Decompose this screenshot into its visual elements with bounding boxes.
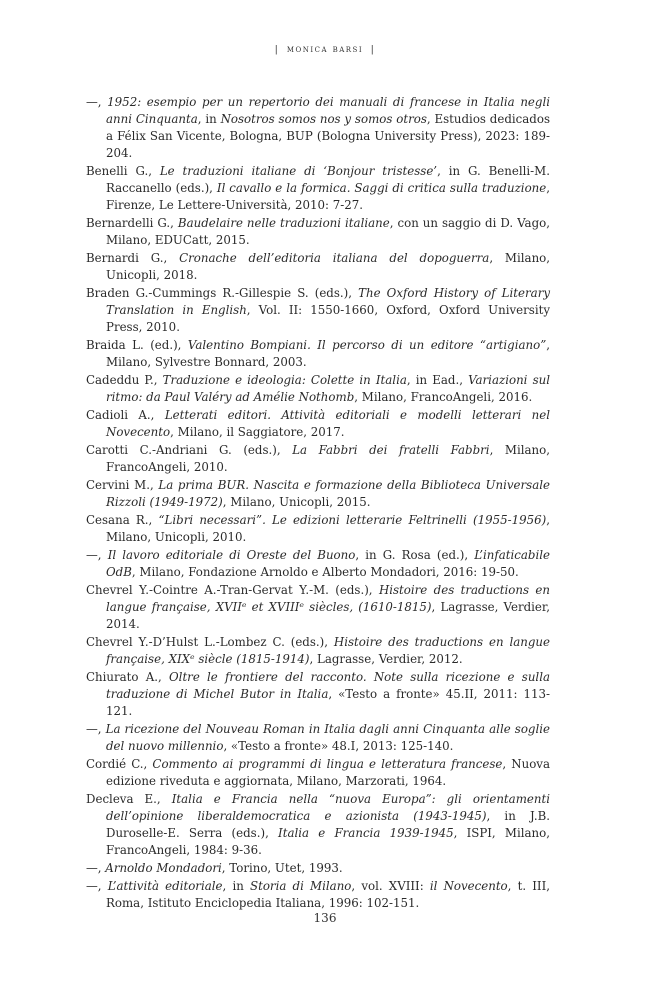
entry-title-italic: Cronache dell’editoria italiana del dopoguerra <box>179 251 490 265</box>
entry-text: Cordié C., <box>86 757 153 771</box>
entry-text: , t. III, Roma, Istituto Enciclopedia Italiana, 1996: 102-151. <box>106 879 550 910</box>
entry-text: , ISPI, Milano, FrancoAngeli, 1984: 9-36. <box>106 826 550 857</box>
bibliography-entry <box>86 669 550 720</box>
entry-text: , in <box>222 879 250 893</box>
bibliography-list <box>86 94 550 913</box>
entry-text: , Lagrasse, Verdier, 2012. <box>309 652 463 666</box>
entry-title-italic: il Novecento <box>429 879 508 893</box>
bibliography-entry <box>86 372 550 406</box>
entry-text: , Torino, Utet, 1993. <box>221 861 343 875</box>
entry-text: —, <box>86 548 108 562</box>
entry-text: , Milano, Unicopli, 2018. <box>106 251 551 282</box>
entry-title-italic: Le traduzioni italiane di ‘Bonjour tristesse’ <box>159 164 438 178</box>
entry-title-italic: L’attività editoriale <box>107 879 223 893</box>
entry-text: , Milano, Fondazione Arnoldo e Alberto Mondadori, 2016: 19-50. <box>131 565 519 579</box>
entry-text: , Milano, il Saggiatore, 2017. <box>170 425 345 439</box>
bibliography-entry <box>86 442 550 476</box>
entry-title-italic: Commento ai programmi di lingua e letteratura francese <box>152 757 503 771</box>
bibliography-entry <box>86 756 550 790</box>
entry-text: , Milano, FrancoAngeli, 2010. <box>106 443 550 474</box>
entry-text: Cesana R., <box>86 513 159 527</box>
bibliography-entry <box>86 407 550 441</box>
entry-text: , vol. XVIII: <box>351 879 430 893</box>
bibliography-entry <box>86 250 550 284</box>
entry-text: Bernardi G., <box>86 251 180 265</box>
entry-text: Braden G.-Cummings R.-Gillespie S. (eds.), <box>86 286 359 300</box>
entry-text: , con un saggio di D. Vago, Milano, EDUCatt, 2015. <box>106 216 550 247</box>
entry-title-italic: Il cavallo e la formica. Saggi di critica sulla traduzione <box>216 181 547 195</box>
entry-text: —, <box>86 879 108 893</box>
entry-text: Bernardelli G., <box>86 216 178 230</box>
entry-text: Chevrel Y.-D’Hulst L.-Lombez C. (eds.), <box>86 635 334 649</box>
running-head <box>0 44 650 55</box>
entry-text: , in J.B. Duroselle-E. Serra (eds.), <box>106 809 550 840</box>
entry-title-italic: Variazioni sul ritmo: da Paul Valéry ad Amélie Nothomb <box>106 373 550 404</box>
entry-text: Cadioli A., <box>86 408 165 422</box>
entry-text: , in Ead., <box>406 373 469 387</box>
entry-text: Carotti C.-Andriani G. (eds.), <box>86 443 293 457</box>
entry-title-italic: Oltre le frontiere del racconto. Note sulla ricezione e sulla traduzione di Michel Butor in Italia <box>106 670 551 701</box>
entry-title-italic: Baudelaire nelle traduzioni italiane <box>177 216 390 230</box>
entry-text: , Firenze, Le Lettere-Università, 2010: 7-27. <box>106 181 551 212</box>
bibliography-entry <box>86 337 550 371</box>
entry-text: Cadeddu P., <box>86 373 163 387</box>
running-head-right-bar: | <box>370 44 376 55</box>
bibliography-entry <box>86 285 550 336</box>
bibliography-entry <box>86 582 550 633</box>
entry-title-italic: Arnoldo Mondadori <box>105 861 222 875</box>
entry-title-italic: Histoire des traductions en langue française, XVIIᵉ et XVIIIᵉ siècles, (1610-1815) <box>106 583 550 614</box>
entry-title-italic: Italia e Francia 1939-1945 <box>278 826 454 840</box>
entry-text: , Nuova edizione riveduta e aggiornata, Milano, Marzorati, 1964. <box>106 757 550 788</box>
entry-text: —, <box>86 722 106 736</box>
entry-title-italic: Italia e Francia nella “nuova Europa”: gli orientamenti dell’opinione liberaldemocratica e azionista (1943-1945) <box>106 792 550 823</box>
entry-title-italic: Traduzione e ideologia: Colette in Italia <box>162 373 407 387</box>
entry-title-italic: L’infaticabile OdB <box>106 548 551 579</box>
entry-text: Cervini M., <box>86 478 159 492</box>
entry-text: Decleva E., <box>86 792 172 806</box>
entry-text: , Vol. II: 1550-1660, Oxford, Oxford University Press, 2010. <box>106 303 550 334</box>
entry-title-italic: La prima BUR. Nascita e formazione della Biblioteca Universale Rizzoli (1949-1972) <box>106 478 550 509</box>
entry-title-italic: La Fabbri dei fratelli Fabbri <box>292 443 490 457</box>
entry-title-italic: Valentino Bompiani. Il percorso di un editore “artigiano” <box>187 338 547 352</box>
bibliography-entry <box>86 163 550 214</box>
entry-text: , Estudios dedicados a Félix San Vicente, Bologna, BUP (Bologna University Press), 2023: 189-204. <box>106 112 551 160</box>
entry-text: , in G. Benelli-M. Raccanello (eds.), <box>106 164 550 195</box>
entry-title-italic: Nosotros somos nos y somos otros <box>220 112 427 126</box>
entry-title-italic: 1952: esempio per un repertorio dei manuali di francese in Italia negli anni Cinquanta <box>106 95 551 126</box>
bibliography-entry <box>86 634 550 668</box>
bibliography-entry <box>86 94 550 162</box>
entry-text: , «Testo a fronte» 48.I, 2013: 125-140. <box>223 739 454 753</box>
entry-text: , Milano, Sylvestre Bonnard, 2003. <box>106 338 550 369</box>
entry-title-italic: “Libri necessari”. Le edizioni letterarie Feltrinelli (1955-1956) <box>158 513 547 527</box>
bibliography-entry <box>86 860 550 877</box>
running-head-author: monica barsi <box>286 44 364 55</box>
entry-title-italic: La ricezione del Nouveau Roman in Italia dagli anni Cinquanta alle soglie del nuovo millennio <box>105 722 550 753</box>
page-number: 136 <box>313 911 337 925</box>
entry-title-italic: Histoire des traductions en langue française, XIXᵉ siècle (1815-1914) <box>106 635 550 666</box>
entry-text: Benelli G., <box>86 164 160 178</box>
entry-text: , Milano, Unicopli, 2010. <box>106 513 550 544</box>
entry-title-italic: Storia di Milano <box>250 879 352 893</box>
bibliography-entry <box>86 477 550 511</box>
bibliography-entry <box>86 721 550 755</box>
bibliography-entry <box>86 791 550 859</box>
entry-text: , in G. Rosa (ed.), <box>355 548 475 562</box>
bibliography-entry <box>86 215 550 249</box>
bibliography-entry <box>86 512 550 546</box>
entry-text: , in <box>197 112 221 126</box>
bibliography-entry <box>86 878 550 912</box>
running-head-left-bar: | <box>274 44 280 55</box>
entry-text: , Lagrasse, Verdier, 2014. <box>106 600 550 631</box>
entry-title-italic: The Oxford History of Literary Translation in English <box>106 286 550 317</box>
entry-text: —, <box>86 861 106 875</box>
entry-text: Braida L. (ed.), <box>86 338 188 352</box>
entry-text: , «Testo a fronte» 45.II, 2011: 113-121. <box>106 687 550 718</box>
bibliography-entry <box>86 547 550 581</box>
entry-title-italic: Il lavoro editoriale di Oreste del Buono <box>107 548 356 562</box>
entry-text: Chiurato A., <box>86 670 169 684</box>
entry-title-italic: Letterati editori. Attività editoriali e modelli letterari nel Novecento <box>106 408 550 439</box>
entry-text: —, <box>86 95 108 109</box>
entry-text: , Milano, Unicopli, 2015. <box>222 495 371 509</box>
entry-text: , Milano, FrancoAngeli, 2016. <box>354 390 533 404</box>
entry-text: Chevrel Y.-Cointre A.-Tran-Gervat Y.-M. (eds.), <box>86 583 379 597</box>
